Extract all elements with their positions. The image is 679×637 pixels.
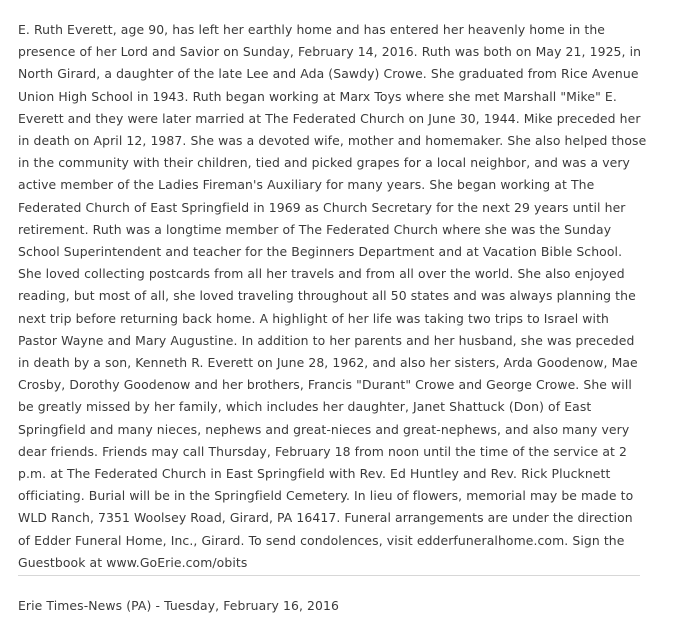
obituary-text: E. Ruth Everett, age 90, has left her earthly home and has entered her heavenly home in the presence of her Lord and Savior on Sunday, February 14, 2016. Ruth was both on May 21, 1925, in North Girard, a daughter of the late Lee and Ada (Sawdy) Crowe. She graduated from Rice Avenue Union High School in 1943. Ruth began working at Marx Toys where she met Marshall "Mike" E. Everett and they were later married at The Federated Church on June 30, 1944. Mike preceded her in death on April 12, 1987. She was a devoted wife, mother and homemaker. She also helped those in the community with their children, tied and picked grapes for a local neighbor, and was a very active member of the Ladies Fireman's Auxiliary for many years. She began working at The Federated Church of East Springfield in 1969 as Church Secretary for the next 29 years until her retirement. Ruth was a longtime member of The Federated Church where she was the Sunday School Superintendent and teacher for the Beginners Department and at Vacation Bible School. She loved collecting postcards from all her travels and from all over the world. She also enjoyed reading, but most of all, she loved traveling throughout all 50 states and was always planning the next trip before returning back home. A highlight of her life was taking two trips to Israel with Pastor Wayne and Mary Augustine. In addition to her parents and her husband, she was preceded in death by a son, Kenneth R. Everett on June 28, 1962, and also her sisters, Arda Goodenow, Mae Crosby, Dorothy Goodenow and her brothers, Francis "Durant" Crowe and George Crowe. She will be greatly missed by her family, which includes her daughter, Janet Shattuck (Don) of East Springfield and many nieces, nephews and great-nieces and great-nephews, and also many very dear friends. Friends may call Thursday, February 18 from noon until the time of the service at 2 p.m. at The Federated Church in East Springfield with Rev. Ed Huntley and Rev. Rick Plucknett officiating. Burial will be in the Springfield Cemetery. In lieu of flowers, memorial may be made to WLD Ranch, 7351 Woolsey Road, Girard, PA 16417. Funeral arrangements are under the direction of Edder Funeral Home, Inc., Girard. To send condolences, visit edderfuneralhome.com. Sign the Guestbook at www.GoErie.com/obits xyxy=(18,22,647,570)
section-divider xyxy=(18,575,640,576)
publication-source: Erie Times-News (PA) - Tuesday, February 16, 2016 xyxy=(18,598,339,613)
